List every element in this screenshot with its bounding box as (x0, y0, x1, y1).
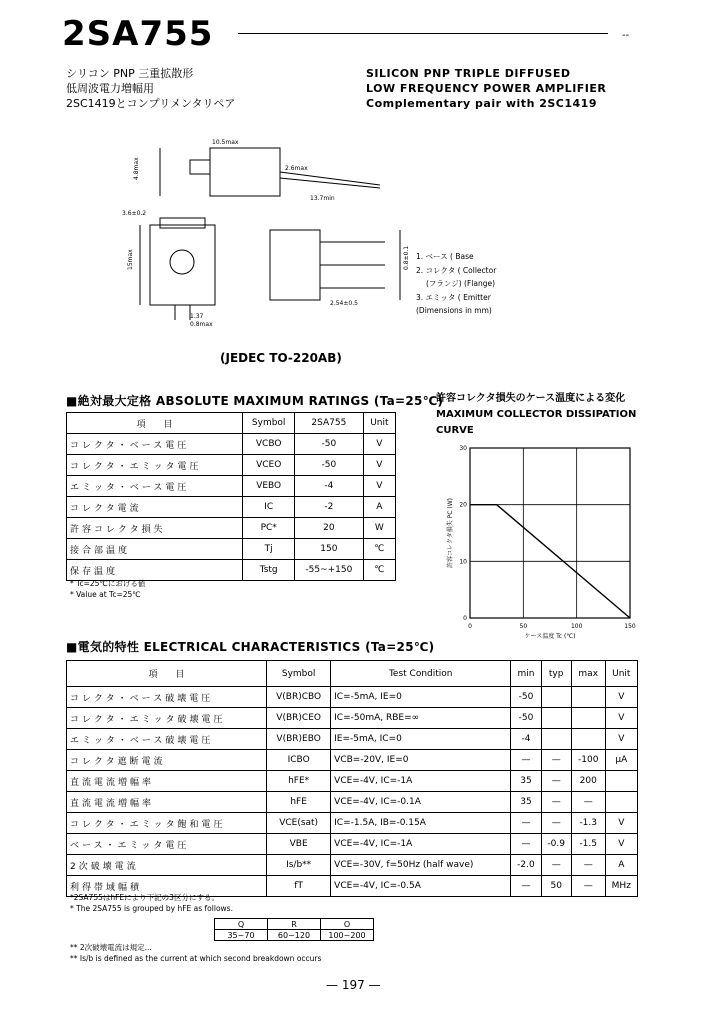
dim-label: 2.54±0.5 (330, 300, 358, 307)
en-line-3: Complementary pair with 2SC1419 (366, 97, 597, 110)
group-range-row (215, 930, 374, 941)
max: 200 (571, 771, 605, 792)
min: — (511, 834, 541, 855)
pin-2-flange: (フランジ) (Flange) (426, 279, 496, 288)
group-label: O (321, 919, 374, 930)
item: ベース・エミッタ電圧 (67, 834, 267, 855)
symbol: IC (243, 497, 295, 518)
dim-label: 15max (127, 249, 134, 270)
symbol: PC* (243, 518, 295, 539)
header-symbol: Symbol (243, 413, 295, 434)
y-axis-label: 許容コレクタ損失 PC (W) (447, 498, 454, 568)
table-row (67, 434, 396, 455)
value: -50 (294, 434, 363, 455)
y-tick-label: 20 (459, 501, 467, 509)
typ: 50 (541, 876, 571, 897)
symbol: fT (267, 876, 331, 897)
elec-table (66, 660, 638, 897)
unit: ℃ (363, 560, 395, 581)
table-row (67, 750, 638, 771)
table-row (67, 729, 638, 750)
note-jp: * Tc=25℃における値 (70, 579, 146, 588)
unit: A (363, 497, 395, 518)
group-label-row (215, 919, 374, 930)
unit (605, 771, 637, 792)
unit: V (605, 834, 637, 855)
dim-label: 0.8±0.1 (403, 245, 410, 270)
table-header-row (67, 661, 638, 687)
max (571, 729, 605, 750)
abs-max-title: ■絶対最大定格 ABSOLUTE MAXIMUM RATINGS (Ta=25℃) (66, 394, 444, 408)
unit: V (605, 813, 637, 834)
condition: VCE=-4V, IC=-0.5A (331, 876, 511, 897)
group-range: 100~200 (321, 930, 374, 941)
typ: — (541, 750, 571, 771)
header-unit: Unit (363, 413, 395, 434)
symbol: hFE (267, 792, 331, 813)
dimension-unit: (Dimensions in mm) (416, 306, 492, 315)
unit: A (605, 855, 637, 876)
group-range: 60~120 (268, 930, 321, 941)
hfe-notes (70, 892, 233, 914)
collector-dissipation-chart (430, 440, 650, 645)
curve-title (436, 391, 636, 439)
value: 150 (294, 539, 363, 560)
table-header-row (67, 413, 396, 434)
min: -50 (511, 687, 541, 708)
max: -1.3 (571, 813, 605, 834)
pin-2: 2. コレクタ ( Collector (416, 265, 497, 275)
min: 35 (511, 771, 541, 792)
note-hfe-jp: *2SA755はhFEにより下記の3区分にする。 (70, 893, 219, 902)
symbol: VEBO (243, 476, 295, 497)
x-axis-label: ケース温度 Tc (℃) (524, 633, 576, 640)
table-row (67, 518, 396, 539)
condition: VCB=-20V, IE=0 (331, 750, 511, 771)
corner-dash: -- (622, 30, 630, 41)
y-tick-label: 10 (459, 558, 467, 566)
elec-title: ■電気的特性 ELECTRICAL CHARACTERISTICS (Ta=25℃) (66, 640, 435, 654)
y-tick-label: 0 (463, 615, 467, 622)
table-row (67, 455, 396, 476)
unit: V (605, 708, 637, 729)
max: — (571, 792, 605, 813)
item: 利得帯域幅積 (67, 876, 267, 897)
header-value: 2SA755 (294, 413, 363, 434)
max (571, 687, 605, 708)
item: コレクタ・エミッタ飽和電圧 (67, 813, 267, 834)
max: — (571, 876, 605, 897)
item: エミッタ・ベース電圧 (67, 476, 243, 497)
min: — (511, 750, 541, 771)
curve-title-jp: 許容コレクタ損失のケース温度による変化 (436, 393, 626, 404)
item: コレクタ遮断電流 (67, 750, 267, 771)
item: 許容コレクタ損失 (67, 518, 243, 539)
pin-1: 1. ベース ( Base (416, 252, 474, 261)
condition: IC=-5mA, IE=0 (331, 687, 511, 708)
header-unit: Unit (605, 661, 637, 687)
curve-title-en-2: CURVE (436, 425, 474, 436)
min: — (511, 813, 541, 834)
header-item: 項 目 (67, 413, 243, 434)
item: 接合部温度 (67, 539, 243, 560)
symbol: V(BR)CBO (267, 687, 331, 708)
value: -55~+150 (294, 560, 363, 581)
english-description (366, 66, 606, 111)
item: コレクタ・エミッタ破壊電圧 (67, 708, 267, 729)
item: コレクタ・ベース破壊電圧 (67, 687, 267, 708)
en-line-1: SILICON PNP TRIPLE DIFFUSED (366, 67, 571, 80)
table-row (67, 497, 396, 518)
typ: — (541, 813, 571, 834)
pin-3: 3. エミッタ ( Emitter (416, 292, 491, 302)
jp-line-2: 低周波電力増幅用 (66, 82, 154, 95)
table-row (67, 813, 638, 834)
note-sb-en: ** Is/b is defined as the current at which second breakdown occurs (70, 954, 322, 963)
unit: W (363, 518, 395, 539)
japanese-description (66, 66, 235, 111)
max: — (571, 855, 605, 876)
symbol: VCBO (243, 434, 295, 455)
title-rule (238, 33, 608, 34)
typ: — (541, 771, 571, 792)
dim-label: 13.7min (310, 195, 335, 202)
min: 35 (511, 792, 541, 813)
symbol: VBE (267, 834, 331, 855)
unit: ℃ (363, 539, 395, 560)
header-condition: Test Condition (331, 661, 511, 687)
typ (541, 708, 571, 729)
item: 直流電流増幅率 (67, 792, 267, 813)
header-min: min (511, 661, 541, 687)
group-range: 35~70 (215, 930, 268, 941)
dim-label: 0.8max (190, 321, 213, 328)
jedec-package: (JEDEC TO-220AB) (220, 351, 342, 365)
note-sb-jp: ** 2次破壊電流は規定... (70, 943, 152, 952)
note-hfe-en: * The 2SA755 is grouped by hFE as follows. (70, 904, 233, 913)
unit: V (363, 434, 395, 455)
value: -2 (294, 497, 363, 518)
typ: -0.9 (541, 834, 571, 855)
condition: VCE=-4V, IC=-0.1A (331, 792, 511, 813)
abs-max-table (66, 412, 396, 581)
x-tick-label: 100 (570, 623, 583, 630)
item: 直流電流増幅率 (67, 771, 267, 792)
dim-label: 4.8max (133, 157, 140, 180)
part-number-title: 2SA755 (62, 14, 214, 54)
jp-line-3: 2SC1419とコンプリメンタリペア (66, 97, 236, 110)
page-number: — 197 — (326, 978, 381, 992)
symbol: Tj (243, 539, 295, 560)
max (571, 708, 605, 729)
symbol: hFE* (267, 771, 331, 792)
table-row (67, 687, 638, 708)
x-tick-label: 0 (468, 623, 472, 630)
x-tick-label: 150 (624, 623, 636, 630)
condition: IC=-1.5A, IB=-0.15A (331, 813, 511, 834)
header-item: 項 目 (67, 661, 267, 687)
min: -50 (511, 708, 541, 729)
dim-label: 2.6max (285, 165, 308, 172)
symbol: VCEO (243, 455, 295, 476)
table-row (67, 792, 638, 813)
header-max: max (571, 661, 605, 687)
typ (541, 729, 571, 750)
value: -50 (294, 455, 363, 476)
table-row (67, 834, 638, 855)
condition: IC=-50mA, RBE=∞ (331, 708, 511, 729)
typ: — (541, 855, 571, 876)
table-row (67, 476, 396, 497)
table-row (67, 539, 396, 560)
symbol: VCE(sat) (267, 813, 331, 834)
unit: μA (605, 750, 637, 771)
item: エミッタ・ベース破壊電圧 (67, 729, 267, 750)
jp-line-1: シリコン PNP 三重拡散形 (66, 67, 194, 80)
symbol: Is/b** (267, 855, 331, 876)
item: コレクタ電流 (67, 497, 243, 518)
condition: VCE=-4V, IC=-1A (331, 771, 511, 792)
abs-max-notes (70, 578, 145, 600)
item: コレクタ・ベース電圧 (67, 434, 243, 455)
dim-label: 1.37 (190, 313, 204, 320)
item: 2次破壊電流 (67, 855, 267, 876)
symbol: V(BR)CEO (267, 708, 331, 729)
y-tick-label: 30 (459, 445, 467, 452)
condition: VCE=-4V, IC=-1A (331, 834, 511, 855)
group-label: R (268, 919, 321, 930)
note-en: * Value at Tc=25℃ (70, 590, 141, 599)
symbol: ICBO (267, 750, 331, 771)
pin-legend (416, 250, 496, 318)
en-line-2: LOW FREQUENCY POWER AMPLIFIER (366, 82, 607, 95)
table-row (67, 708, 638, 729)
typ: — (541, 792, 571, 813)
max: -1.5 (571, 834, 605, 855)
x-tick-label: 50 (519, 623, 528, 630)
dim-label: 3.6±0.2 (122, 210, 147, 217)
unit (605, 792, 637, 813)
group-label: Q (215, 919, 268, 930)
max: -100 (571, 750, 605, 771)
symbol: V(BR)EBO (267, 729, 331, 750)
curve-title-en-1: MAXIMUM COLLECTOR DISSIPATION (436, 409, 637, 420)
value: -4 (294, 476, 363, 497)
dim-label: 10.5max (212, 139, 239, 146)
min: -2.0 (511, 855, 541, 876)
unit: V (605, 729, 637, 750)
min: — (511, 876, 541, 897)
header-typ: typ (541, 661, 571, 687)
table-row (67, 855, 638, 876)
condition: IE=-5mA, IC=0 (331, 729, 511, 750)
typ (541, 687, 571, 708)
value: 20 (294, 518, 363, 539)
breakdown-notes (70, 942, 321, 964)
unit: MHz (605, 876, 637, 897)
hfe-group-table (214, 918, 374, 941)
header-symbol: Symbol (267, 661, 331, 687)
symbol: Tstg (243, 560, 295, 581)
condition: VCE=-30V, f=50Hz (half wave) (331, 855, 511, 876)
unit: V (605, 687, 637, 708)
min: -4 (511, 729, 541, 750)
item: 保存温度 (67, 560, 243, 581)
plot-frame (470, 448, 630, 618)
item: コレクタ・エミッタ電圧 (67, 455, 243, 476)
unit: V (363, 455, 395, 476)
unit: V (363, 476, 395, 497)
table-row (67, 771, 638, 792)
